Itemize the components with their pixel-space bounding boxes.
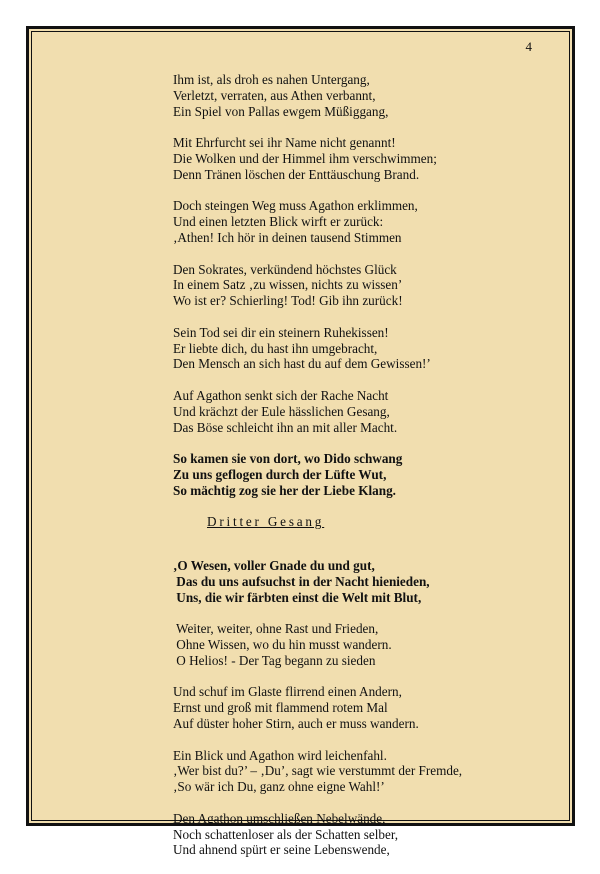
verse-line: Das du uns aufsuchst in der Nacht hienieden, — [173, 573, 430, 589]
verse-line: Zu uns geflogen durch der Lüfte Wut, — [173, 466, 387, 482]
verse-line: ‚So wär ich Du, ganz ohne eigne Wahl!’ — [173, 779, 385, 795]
verse-line: Den Sokrates, verkündend höchstes Glück — [173, 261, 397, 277]
poem-text — [173, 72, 573, 874]
verse-line: Mit Ehrfurcht sei ihr Name nicht genannt! — [173, 135, 396, 151]
verse-line: Und krächzt der Eule hässlichen Gesang, — [173, 403, 390, 419]
verse-line: Doch steingen Weg muss Agathon erklimmen, — [173, 198, 418, 214]
verse-line: Ernst und groß mit flammend rotem Mal — [173, 700, 388, 716]
stanza — [173, 451, 573, 498]
stanza — [173, 811, 573, 858]
stanza — [173, 684, 573, 731]
verse-line: Denn Tränen löschen der Enttäuschung Brand. — [173, 166, 420, 182]
verse-line: Verletzt, verraten, aus Athen verbannt, — [173, 87, 376, 103]
verse-line: Er liebte dich, du hast ihn umgebracht, — [173, 340, 378, 356]
verse-line: Ein Blick und Agathon wird leichenfahl. — [173, 747, 387, 763]
verse-line: In einem Satz ‚zu wissen, nichts zu wissen’ — [173, 277, 403, 293]
stanza — [173, 72, 573, 119]
verse-line: Und ahnend spürt er seine Lebenswende, — [173, 842, 390, 858]
verse-line: ‚O Wesen, voller Gnade du und gut, — [173, 558, 375, 574]
verse-line: Ihm ist, als droh es nahen Untergang, — [173, 72, 370, 87]
stanza — [173, 262, 573, 309]
verse-line: ‚Athen! Ich hör in deinen tausend Stimmen — [173, 229, 402, 245]
verse-line: Weiter, weiter, ohne Rast und Frieden, — [173, 621, 379, 637]
verse-line: Den Agathon umschließen Nebelwände, — [173, 810, 386, 826]
section-heading: Dritter Gesang — [207, 514, 325, 530]
poem-part-1 — [173, 72, 573, 499]
stanza — [173, 135, 573, 182]
verse-line: Uns, die wir färbten einst die Welt mit Blut, — [173, 589, 422, 605]
verse-line: So kamen sie von dort, wo Dido schwang — [173, 451, 403, 467]
verse-line: Das Böse schleicht ihn an mit aller Macht. — [173, 419, 398, 435]
document-page — [26, 26, 575, 858]
verse-line: Sein Tod sei dir ein steinern Ruhekissen! — [173, 324, 389, 340]
verse-line: Auf Agathon senkt sich der Rache Nacht — [173, 387, 389, 403]
verse-line: Die Wolken und der Himmel ihm verschwimmen; — [173, 150, 437, 166]
verse-line: Auf düster hoher Stirn, auch er muss wandern. — [173, 716, 419, 732]
verse-line: So mächtig zog sie her der Liebe Klang. — [173, 482, 396, 498]
stanza — [173, 198, 573, 245]
stanza — [173, 748, 573, 795]
verse-line: Ohne Wissen, wo du hin musst wandern. — [173, 637, 392, 653]
verse-line: Noch schattenloser als der Schatten selber, — [173, 826, 399, 842]
verse-line: Den Mensch an sich hast du auf dem Gewissen!’ — [173, 356, 431, 372]
stanza — [173, 325, 573, 372]
stanza — [173, 621, 573, 668]
stanza — [173, 388, 573, 435]
verse-line: Wo ist er? Schierling! Tod! Gib ihn zurück! — [173, 293, 403, 309]
verse-line: Und schuf im Glaste flirrend einen Andern, — [173, 684, 402, 700]
verse-line: Und einen letzten Blick wirft er zurück: — [173, 214, 384, 230]
poem-part-2 — [173, 558, 573, 858]
stanza — [173, 558, 573, 605]
verse-line: ‚Wer bist du?’ – ‚Du’, sagt wie verstummt der Fremde, — [173, 763, 463, 779]
page-number: 4 — [525, 39, 532, 54]
verse-line: Ein Spiel von Pallas ewgem Müßiggang, — [173, 103, 389, 119]
verse-line: O Helios! - Der Tag begann zu sieden — [173, 652, 376, 668]
